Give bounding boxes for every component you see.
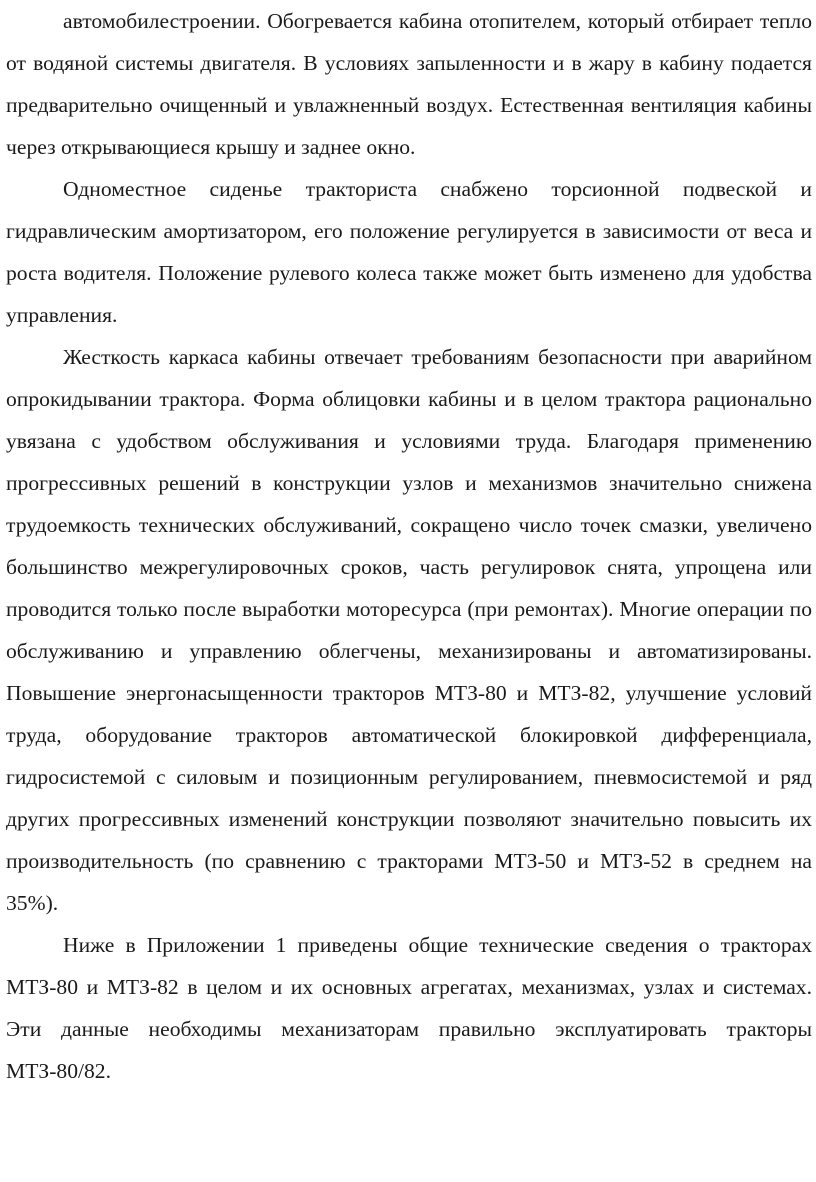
paragraph-seat: Одноместное сиденье тракториста снабжено торсионной подвеской и гидравлическим амортизатором, его положение регулируется в зависимости от веса и роста водителя. Положение рулевого колеса также может быть изменено для удобства управления. xyxy=(6,177,812,327)
body-text xyxy=(6,0,812,1092)
paragraph-cab-frame: Жесткость каркаса кабины отвечает требованиям безопасности при аварийном опрокидывании трактора. Форма облицовки кабины и в целом трактора рационально увязана с удобством обслуживания и условиями труда. Благодаря применению прогрессивных решений в конструкции узлов и механизмов значительно снижена трудоемкость технических обслуживаний, сокращено число точек смазки, увеличено большинство межрегулировочных сроков, часть регулировок снята, упрощена или проводится только после выработки моторесурса (при ремонтах). Многие операции по обслуживанию и управлению облегчены, механизированы и автоматизированы. Повышение энергонасыщенности тракторов МТЗ-80 и МТЗ-82, улучшение условий труда, оборудование тракторов автоматической блокировкой дифференциала, гидросистемой с силовым и позиционным регулированием, пневмосистемой и ряд других прогрессивных изменений конструкции позволяют значительно повысить их производительность (по сравнению с тракторами МТЗ-50 и МТЗ-52 в среднем на 35%). xyxy=(6,345,812,915)
paragraph-appendix: Ниже в Приложении 1 приведены общие технические сведения о тракторах МТЗ-80 и МТЗ-82 в целом и их основных агрегатах, механизмах, узлах и системах. Эти данные необходимы механизаторам правильно эксплуатировать тракторы МТЗ-80/82. xyxy=(6,933,812,1083)
paragraph-continuation: автомобилестроении. Обогревается кабина отопителем, который отбирает тепло от водяной системы двигателя. В условиях запыленности и в жару в кабину подается предварительно очищенный и увлажненный воздух. Естественная вентиляция кабины через открывающиеся крышу и заднее окно. xyxy=(6,9,812,159)
